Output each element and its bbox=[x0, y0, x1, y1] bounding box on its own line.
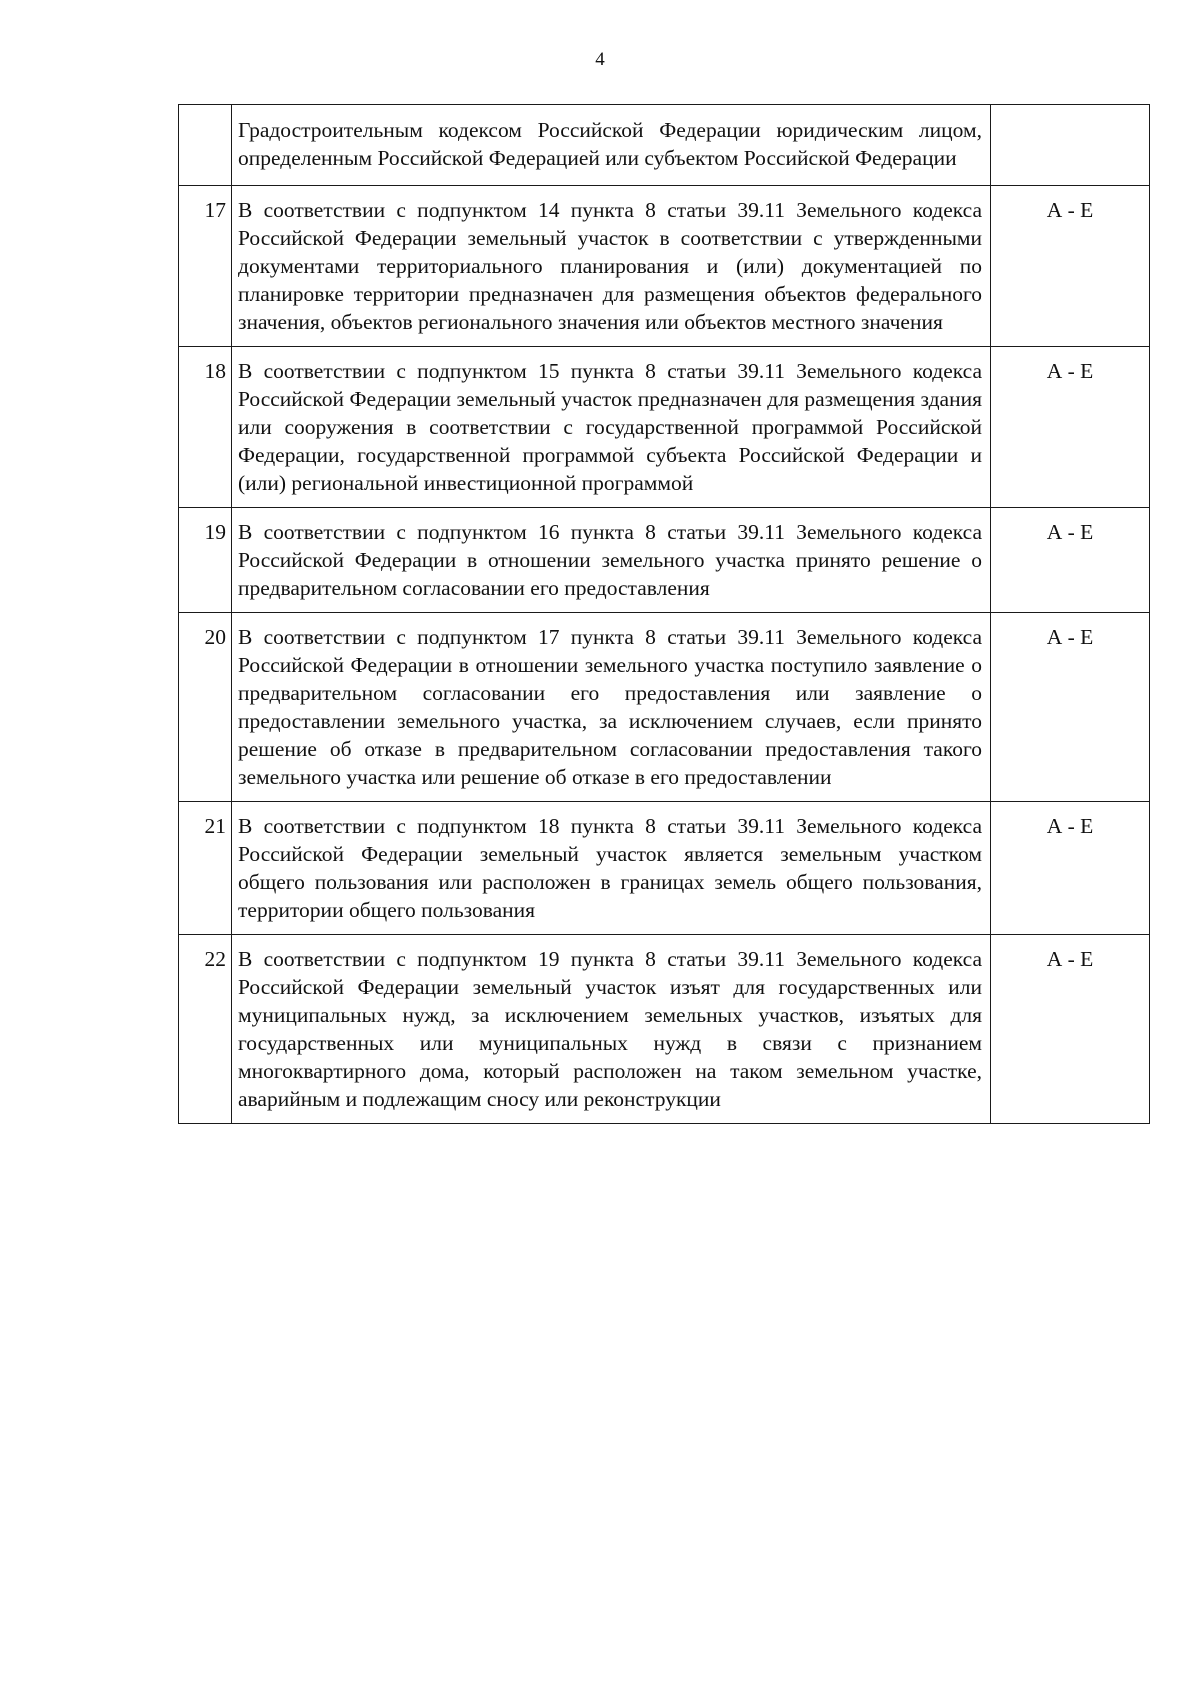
row-code bbox=[991, 105, 1150, 186]
table-row bbox=[179, 935, 1150, 1124]
row-code: А - Е bbox=[991, 186, 1150, 347]
row-text: В соответствии с подпунктом 14 пункта 8 статьи 39.11 Земельного кодекса Российской Федерации земельный участок в соответствии с утвержденными документами территориального планирования и (или) документацией по планировке территории предназначен для размещения объектов федерального значения, объектов регионального значения или объектов местного значения bbox=[232, 186, 991, 347]
row-number: 21 bbox=[179, 802, 232, 935]
table-row bbox=[179, 186, 1150, 347]
table-row bbox=[179, 508, 1150, 613]
table-row bbox=[179, 613, 1150, 802]
row-number: 18 bbox=[179, 347, 232, 508]
row-code: А - Е bbox=[991, 802, 1150, 935]
row-number bbox=[179, 105, 232, 186]
row-text: В соответствии с подпунктом 15 пункта 8 статьи 39.11 Земельного кодекса Российской Федерации земельный участок предназначен для размещения здания или сооружения в соответствии с государственной программой Российской Федерации, государственной программой субъекта Российской Федерации и (или) региональной инвестиционной программой bbox=[232, 347, 991, 508]
row-text: В соответствии с подпунктом 16 пункта 8 статьи 39.11 Земельного кодекса Российской Федерации в отношении земельного участка принято решение о предварительном согласовании его предоставления bbox=[232, 508, 991, 613]
row-number: 17 bbox=[179, 186, 232, 347]
row-text: В соответствии с подпунктом 18 пункта 8 статьи 39.11 Земельного кодекса Российской Федерации земельный участок является земельным участком общего пользования или расположен в границах земель общего пользования, территории общего пользования bbox=[232, 802, 991, 935]
grounds-table bbox=[178, 104, 1150, 1124]
row-text: Градостроительным кодексом Российской Федерации юридическим лицом, определенным Российской Федерацией или субъектом Российской Федерации bbox=[232, 105, 991, 186]
row-code: А - Е bbox=[991, 508, 1150, 613]
table-row bbox=[179, 347, 1150, 508]
table-row bbox=[179, 802, 1150, 935]
row-code: А - Е bbox=[991, 935, 1150, 1124]
page-number: 4 bbox=[595, 49, 605, 70]
row-number: 20 bbox=[179, 613, 232, 802]
table-row bbox=[179, 105, 1150, 186]
row-code: А - Е bbox=[991, 613, 1150, 802]
row-text: В соответствии с подпунктом 19 пункта 8 статьи 39.11 Земельного кодекса Российской Федерации земельный участок изъят для государственных или муниципальных нужд, за исключением земельных участков, изъятых для государственных или муниципальных нужд в связи с признанием многоквартирного дома, который расположен на таком земельном участке, аварийным и подлежащим сносу или реконструкции bbox=[232, 935, 991, 1124]
row-number: 22 bbox=[179, 935, 232, 1124]
row-number: 19 bbox=[179, 508, 232, 613]
row-code: А - Е bbox=[991, 347, 1150, 508]
row-text: В соответствии с подпунктом 17 пункта 8 статьи 39.11 Земельного кодекса Российской Федерации в отношении земельного участка поступило заявление о предварительном согласовании его предоставления или заявление о предоставлении земельного участка, за исключением случаев, если принято решение об отказе в предварительном согласовании предоставления такого земельного участка или решение об отказе в его предоставлении bbox=[232, 613, 991, 802]
